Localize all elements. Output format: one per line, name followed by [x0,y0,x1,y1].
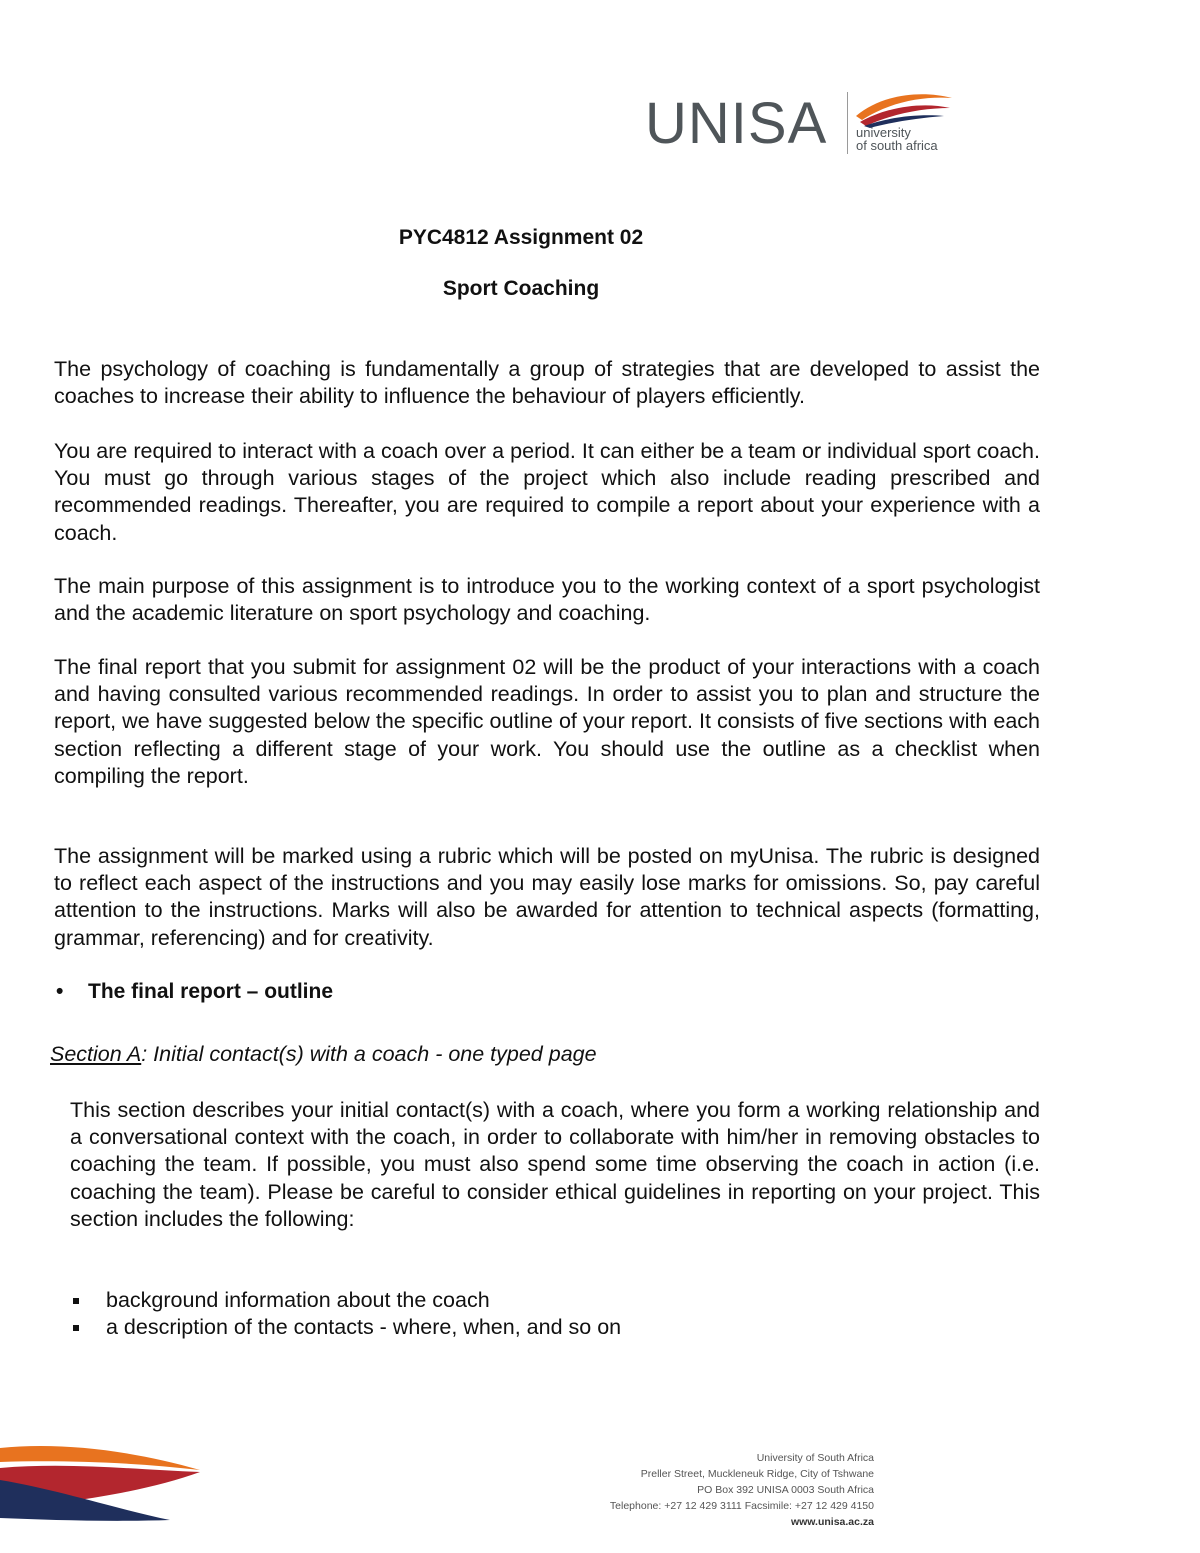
document-title: PYC4812 Assignment 02 [398,226,644,249]
paragraph-marking: The assignment will be marked using a rubric which will be posted on myUnisa. The rubric is designed to reflect each aspect of the instructions and you may easily lose marks for omissions. So, pay careful attention to the instructions. Marks will also be awarded for attention to technical aspects (formatting, grammar, referencing) and for creativity. [54,844,1040,950]
list-item-text: background information about the coach [106,1288,490,1312]
footer-line: University of South Africa [756,1452,874,1464]
footer-swoosh-icon [0,1440,210,1540]
section-a-body: This section describes your initial contact(s) with a coach, where you form a working relationship and a conversational context with the coach, in order to collaborate with him/her in removing obstacles to coaching the team. If possible, you must also spend some time observing the coach in action (i.e. coaching the team). Please be careful to consider ethical guidelines in reporting on your project. This section includes the following: [70,1098,1040,1231]
list-item [70,1314,621,1341]
logo-swoosh-icon [852,86,954,128]
bullet-dot-icon: • [56,980,64,1003]
footer-line: PO Box 392 UNISA 0003 South Africa [697,1484,874,1496]
paragraph-requirements: You are required to interact with a coach over a period. It can either be a team or individual sport coach. You must go through various stages of the project which also include reading prescribed and recommended readings. Thereafter, you are required to compile a report about your experience with a coach. [54,439,1040,545]
paragraph-intro: The psychology of coaching is fundamentally a group of strategies that are developed to assist the coaches to increase their ability to influence the behaviour of players efficiently. [54,357,1040,409]
section-a-label: Section A [50,1042,142,1066]
list-item-text: a description of the contacts - where, when, and so on [106,1315,622,1339]
footer-line: Telephone: +27 12 429 3111 Facsimile: +27 12 429 4150 [609,1500,874,1512]
logo-subtitle-line1: university [856,125,911,140]
footer-website: www.unisa.ac.za [790,1516,874,1528]
footer-line: Preller Street, Muckleneuk Ridge, City of Tshwane [640,1468,874,1480]
logo-subtitle-line2: of south africa [856,138,938,153]
paragraph-final-report: The final report that you submit for assignment 02 will be the product of your interactions with a coach and having consulted various recommended readings. In order to assist you to plan and structure the report, we have suggested below the specific outline of your report. It consists of five sections with each section reflecting a different stage of your work. You should use the outline as a checklist when compiling the report. [54,655,1040,788]
footer-address [610,1450,874,1530]
logo-subtitle [856,126,938,152]
document-subtitle: Sport Coaching [442,277,600,300]
square-bullet-icon [73,1298,79,1304]
section-a-list [70,1287,621,1341]
logo-divider [847,92,848,154]
outline-heading-text: The final report – outline [88,980,334,1003]
section-a-heading-rest: : Initial contact(s) with a coach - one typed page [141,1042,597,1066]
square-bullet-icon [73,1325,79,1331]
paragraph-purpose: The main purpose of this assignment is to introduce you to the working context of a sport psychologist and the academic literature on sport psychology and coaching. [54,574,1040,626]
logo-wordmark: UNISA [645,91,828,156]
outline-heading [56,980,333,1004]
section-a-heading [50,1042,597,1067]
list-item [70,1287,621,1314]
